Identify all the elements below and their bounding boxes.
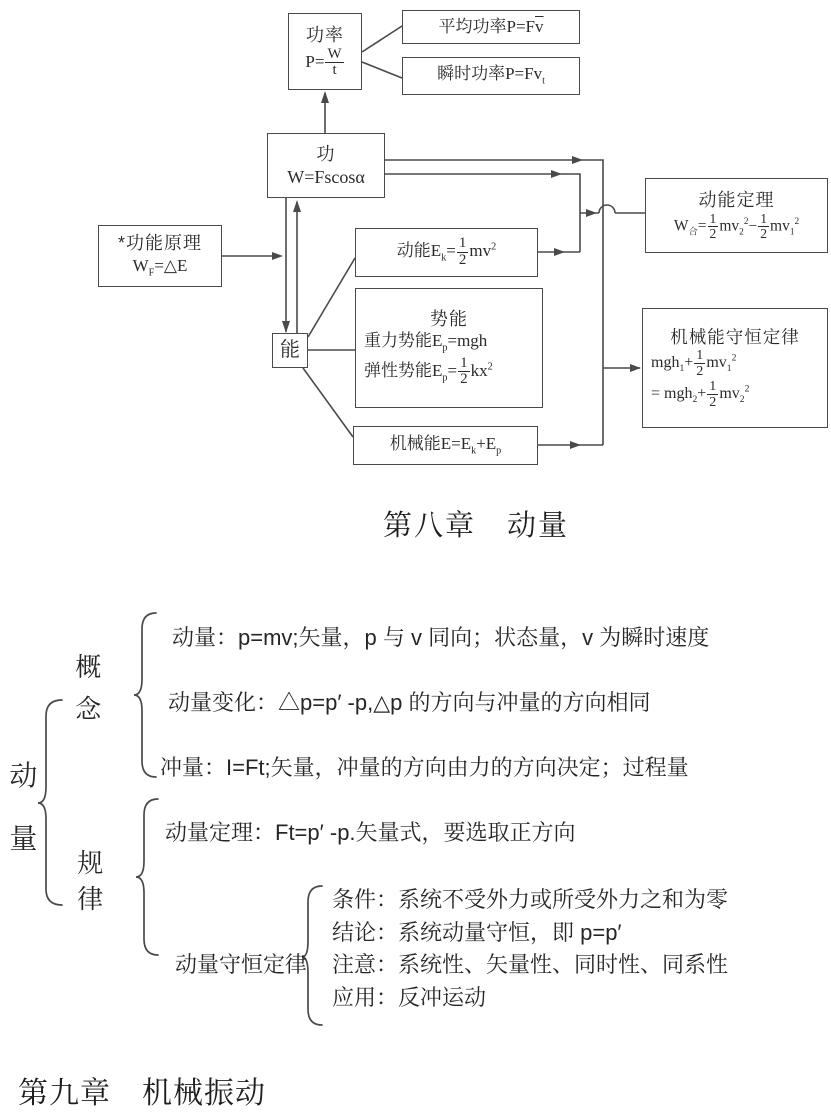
conservation-application: 应用：反冲运动: [332, 985, 487, 1011]
power-box: [288, 13, 362, 90]
conservation-condition: 条件：系统不受外力或所受外力之和为零: [332, 887, 729, 912]
kinetic-energy-theorem-box: [645, 178, 828, 253]
gravity-potential-formula: 重力势能$E_p=mgh$: [364, 331, 488, 354]
momentum-root-label: 动量: [9, 760, 38, 854]
principle-title: *功能原理: [117, 233, 202, 254]
arrowhead-kinetic-out: [554, 248, 565, 256]
energy-box: [272, 333, 308, 368]
connector-energy-to-mechanical: [303, 368, 353, 437]
chapter9-heading: 第九章 机械振动: [18, 1077, 266, 1110]
conservation-title: 机械能守恒定律: [670, 326, 800, 347]
momentum-change-line: 动量变化：△p=p′ -p,△p 的方向与冲量的方向相同: [168, 690, 651, 715]
connector-energy-to-kinetic: [308, 258, 355, 337]
concept-group-label: 概念: [75, 652, 102, 725]
arrowhead-up-into-work: [293, 200, 301, 212]
work-formula: W=Fscosα: [287, 166, 365, 187]
brace-law: [136, 799, 158, 955]
potential-energy-box: [355, 288, 543, 408]
momentum-conservation-items: [332, 884, 728, 1015]
conservation-formula-line1: mgh$_1$+ $\frac{1}{2}$ $mv_1^2$: [651, 347, 737, 380]
average-power-formula: 平均功率$P=F\overline{v}$: [438, 17, 544, 37]
kinetic-energy-box: [355, 228, 538, 277]
mechanical-energy-conservation-box: [642, 308, 828, 428]
connector-power-to-inst: [362, 62, 402, 78]
mechanical-energy-box: [353, 426, 538, 465]
energy-label: 能: [280, 339, 300, 361]
conservation-formula-line2: = mgh$_2$+ $\frac{1}{2}$ $mv_2^2$: [651, 377, 750, 410]
arrowhead-to-ke-theorem: [586, 209, 597, 217]
potential-title: 势能: [430, 308, 468, 329]
ke-theorem-title: 动能定理: [698, 190, 775, 211]
mechanical-energy-formula: 机械能$E=E_k+E_p$: [389, 433, 502, 457]
instant-power-formula: 瞬时功率$P=Fv_t$: [437, 64, 545, 87]
law-group-label: 规律: [77, 848, 104, 914]
power-title: 功率: [306, 25, 344, 46]
power-formula: P= $\frac{W}{t}$: [305, 45, 342, 79]
momentum-definition-line: 动量：p=mv;矢量，p 与 v 同向；状态量，v 为瞬时速度: [172, 625, 710, 650]
brace-concept: [134, 613, 156, 777]
arrowhead-up-into-power: [321, 91, 329, 103]
work-title: 功: [316, 144, 336, 164]
arrowhead-work-line2: [551, 170, 562, 178]
principle-formula: $W_F=\triangle E$: [132, 255, 188, 279]
arrowhead-to-conservation: [630, 364, 641, 372]
arrowhead-principle: [272, 252, 283, 260]
elastic-potential-formula: 弹性势能$E_p=$ $\frac{1}{2}$ $kx^2$: [364, 354, 493, 388]
arrowhead-down-into-energy: [282, 321, 290, 333]
kinetic-energy-formula: 动能$E_k=$ $\frac{1}{2}$ $mv^2$: [396, 235, 497, 268]
connector-power-to-avg: [362, 26, 402, 52]
chapter8-heading: 第八章 动量: [383, 510, 570, 542]
instant-power-box: [402, 57, 580, 95]
conservation-note: 注意：系统性、矢量性、同时性、同系性: [332, 952, 729, 978]
brace-momentum-root: [38, 700, 62, 905]
conservation-conclusion: 结论：系统动量守恒，即 p=p′: [332, 919, 622, 945]
momentum-theorem-line: 动量定理：Ft=p′ -p.矢量式，要选取正方向: [165, 820, 576, 845]
work-box: [267, 133, 385, 198]
arrowhead-mechanical-out: [570, 441, 581, 449]
impulse-line: 冲量：I=Ft;矢量，冲量的方向由力的方向决定；过程量: [160, 755, 689, 780]
arrowhead-work-line1: [572, 156, 583, 164]
average-power-box: [402, 10, 580, 44]
work-energy-principle-box: [98, 225, 222, 287]
momentum-conservation-label: 动量守恒定律: [175, 952, 308, 977]
ke-theorem-formula: $W_合=$ $\frac{1}{2}$ $mv_2^2-$ $\frac{1}{2}$ $mv_1^2$: [673, 210, 800, 242]
